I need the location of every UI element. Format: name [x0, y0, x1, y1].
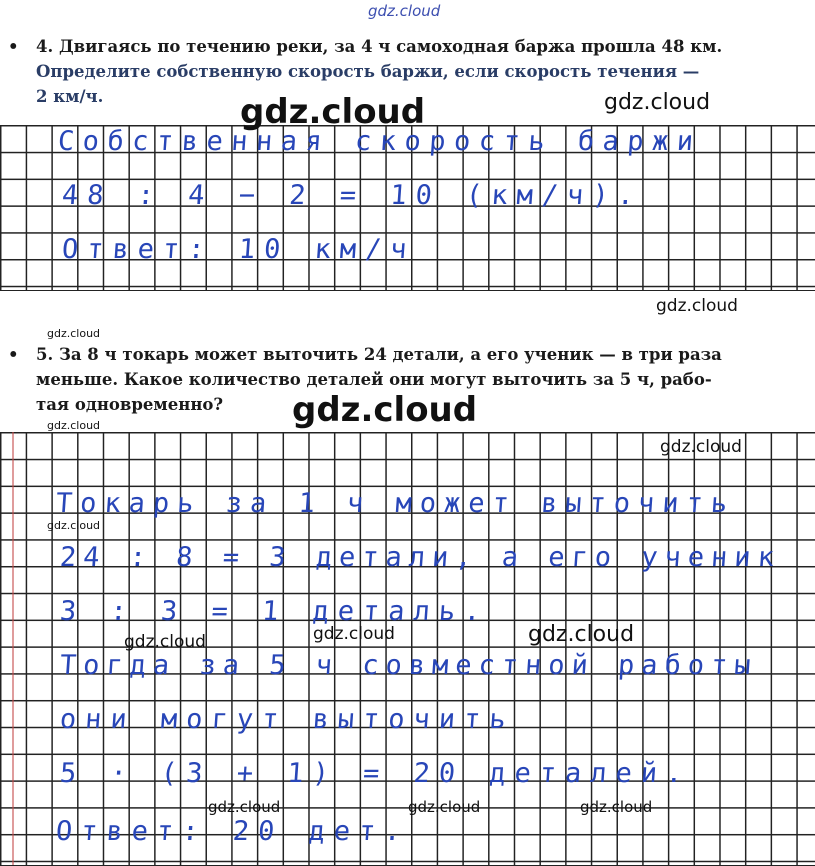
watermark-top: gdz.cloud [368, 2, 441, 20]
task-4-solution-line-1: Собственная скорость баржи [56, 126, 703, 157]
task-4-line-1: 4. Двигаясь по течению реки, за 4 ч самоходная баржа прошла 48 км. [36, 37, 723, 56]
task-4-line-3: 2 км/ч. [36, 87, 104, 106]
task-5-solution-line-7: Ответ: 20 дет. [54, 816, 411, 847]
task-4-line-2: Определите собственную скорость баржи, если скорость течения — [36, 62, 700, 81]
watermark-bottom-3: gdz.cloud [580, 798, 653, 816]
task-5-line-2: меньше. Какое количество деталей они могут выточить за 5 ч, рабо- [36, 370, 712, 389]
watermark-medium-5: gdz.cloud [313, 624, 395, 644]
watermark-big-1: gdz.cloud [240, 92, 426, 132]
watermark-big-2: gdz.cloud [292, 390, 478, 430]
task-5-solution-line-3: 3 : 3 = 1 деталь. [58, 596, 491, 627]
task-4-bullet: • [8, 37, 19, 56]
task-4-solution-line-2: 48 : 4 − 2 = 10 (км/ч). [60, 180, 644, 211]
task-5-solution-line-1: Токарь за 1 ч может выточить [54, 488, 737, 519]
margin-line [12, 432, 14, 865]
watermark-medium-3: gdz.cloud [660, 437, 742, 457]
task-5-line-1: 5. За 8 ч токарь может выточить 24 детали, а его ученик — в три раза [36, 345, 722, 364]
task-5-solution-line-4: Тогда за 5 ч совместной работы [58, 650, 759, 681]
watermark-medium-6: gdz.cloud [528, 622, 635, 647]
task-5-line-3: тая одновременно? [36, 395, 224, 414]
task-5-bullet: • [8, 345, 19, 364]
watermark-small-3: gdz.cloud [47, 519, 101, 532]
watermark-small-2: gdz.cloud [47, 419, 101, 432]
watermark-medium-4: gdz.cloud [124, 632, 206, 652]
task-4-solution-line-3: Ответ: 10 км/ч [60, 234, 417, 265]
watermark-medium-2: gdz.cloud [656, 296, 738, 316]
task-5-solution-line-6: 5 · (3 + 1) = 20 деталей. [58, 758, 693, 789]
watermark-bottom-1: gdz.cloud [208, 798, 281, 816]
task-5-solution-line-5: они могут выточить [58, 704, 516, 735]
task-5-solution-line-2: 24 : 8 = 3 детали, а его ученик [58, 542, 783, 573]
watermark-bottom-2: gdz.cloud [408, 798, 481, 816]
watermark-small-1: gdz.cloud [47, 327, 101, 340]
watermark-medium-1: gdz.cloud [604, 90, 711, 115]
